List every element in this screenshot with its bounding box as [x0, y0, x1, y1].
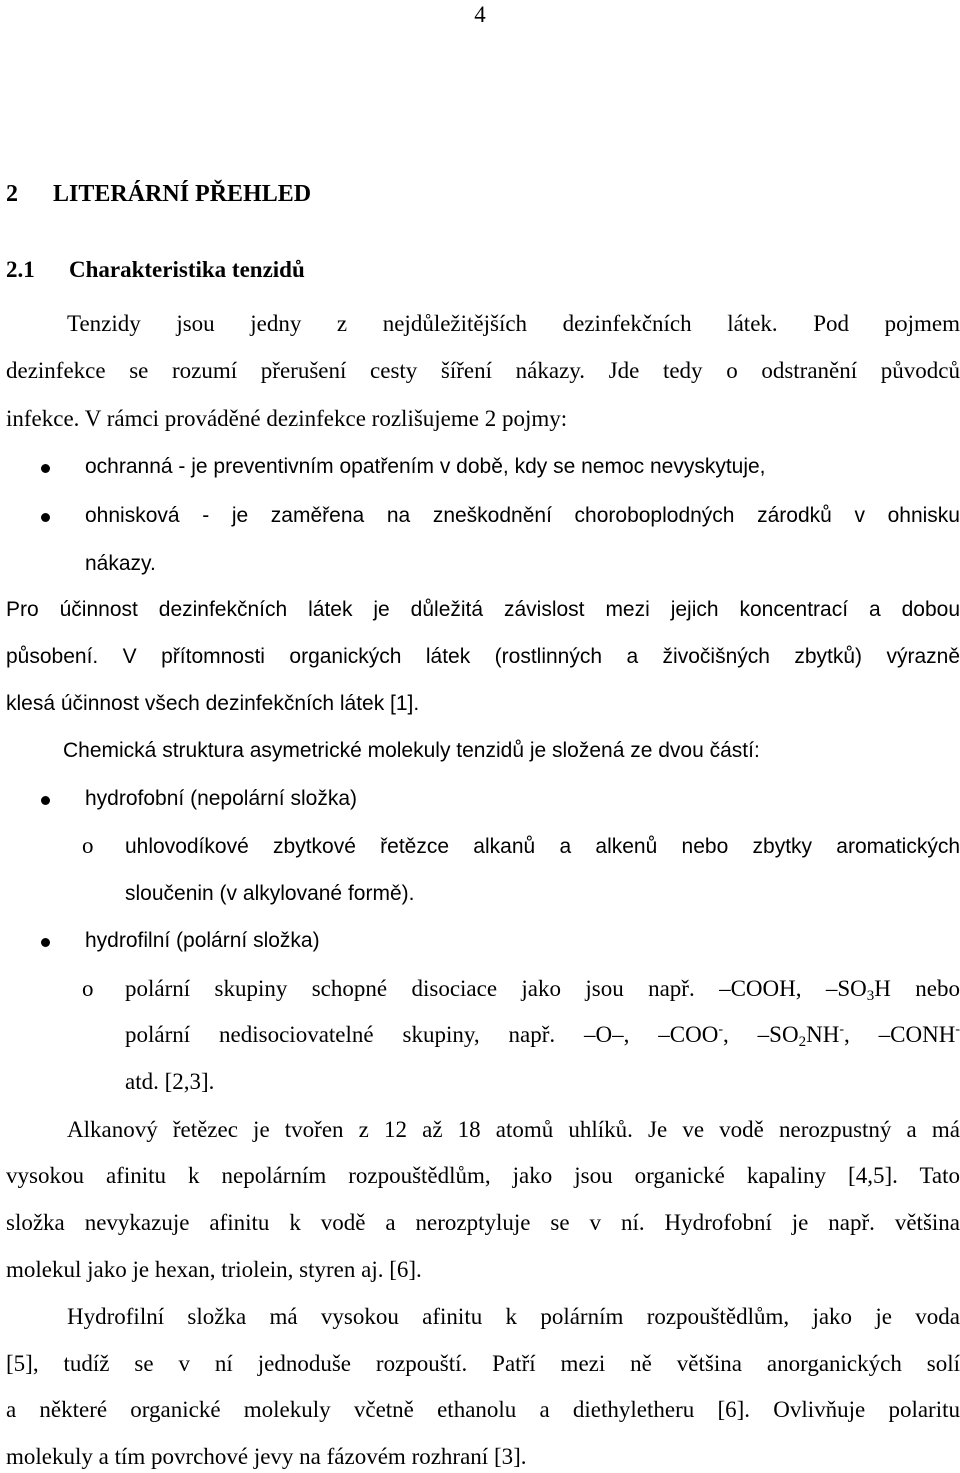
- paragraph-2-line-3: klesá účinnost všech dezinfekčních látek [1].: [6, 692, 420, 715]
- paragraph-2-line-2: působení. V přítomnosti organických látek (rostlinných a živočišných zbytků) výrazně: [6, 645, 960, 668]
- text-run: , –SO: [723, 1022, 799, 1047]
- text-run: polární nedisociovatelné skupiny, např. –O–, –COO: [125, 1022, 719, 1047]
- paragraph-4-line-2: vysokou afinitu k nepolárním rozpouštědlům, jako jsou organické kapaliny [4,5]. Tato: [6, 1163, 960, 1188]
- bullet-icon: [41, 938, 50, 947]
- page-number: 4: [474, 2, 486, 27]
- paragraph-3-line-1: Chemická struktura asymetrické molekuly tenzidů je složená ze dvou částí:: [63, 739, 760, 762]
- paragraph-2-line-1: Pro účinnost dezinfekčních látek je důležitá závislost mezi jejich koncentrací a dobou: [6, 598, 960, 621]
- subsection-heading: [6, 257, 305, 283]
- text-run: H nebo: [874, 976, 960, 1001]
- paragraph-4-line-1: Alkanový řetězec je tvořen z 12 až 18 atomů uhlíků. Je ve vodě nerozpustný a má: [67, 1117, 960, 1142]
- sub-item-polarni-line-1: [125, 976, 960, 1005]
- text-run: , –CONH: [844, 1022, 956, 1047]
- paragraph-4-line-3: složka nevykazuje afinitu k vodě a nerozptyluje se v ní. Hydrofobní je např. většina: [6, 1210, 960, 1235]
- sub-item-polarni-line-3: atd. [2,3].: [125, 1069, 215, 1094]
- text-run: polární skupiny schopné disociace jako jsou např. –COOH, –SO: [125, 976, 867, 1001]
- sub-bullet-marker: o: [82, 833, 94, 858]
- paragraph-5-line-4: molekuly a tím povrchové jevy na fázovém rozhraní [3].: [6, 1444, 527, 1469]
- subscript: 2: [798, 1034, 807, 1050]
- superscript: -: [955, 1022, 960, 1037]
- text-run: NH: [806, 1022, 840, 1047]
- superscript: -: [718, 1022, 724, 1037]
- paragraph-1-line-3: infekce. V rámci prováděné dezinfekce rozlišujeme 2 pojmy:: [6, 406, 568, 431]
- subscript: 3: [866, 988, 875, 1004]
- bullet-icon: [41, 464, 50, 473]
- list-item-ochranna: ochranná - je preventivním opatřením v době, kdy se nemoc nevyskytuje,: [85, 455, 766, 478]
- paragraph-5-line-3: a některé organické molekuly včetně ethanolu a diethyletheru [6]. Ovlivňuje polaritu: [6, 1397, 960, 1422]
- subsection-title: Charakteristika tenzidů: [69, 257, 305, 282]
- section-number: 2: [6, 181, 18, 207]
- sub-item-uhlovodikove-line-1: uhlovodíkové zbytkové řetězce alkanů a alkenů nebo zbytky aromatických: [125, 835, 960, 858]
- bullet-icon: [41, 796, 50, 805]
- paragraph-5-line-2: [5], tudíž se v ní jednoduše rozpouští. Patří mezi ně většina anorganických solí: [6, 1351, 960, 1376]
- sub-bullet-marker: o: [82, 976, 94, 1001]
- bullet-icon: [41, 513, 50, 522]
- sub-item-polarni-line-2: [125, 1022, 960, 1051]
- paragraph-1-line-1: Tenzidy jsou jedny z nejdůležitějších dezinfekčních látek. Pod pojmem: [67, 311, 960, 336]
- section-heading: [6, 181, 311, 208]
- list-item-ohniskova-line-2: nákazy.: [85, 552, 156, 575]
- paragraph-5-line-1: Hydrofilní složka má vysokou afinitu k polárním rozpouštědlům, jako je voda: [67, 1304, 960, 1329]
- subsection-number: 2.1: [6, 257, 35, 282]
- paragraph-1-line-2: dezinfekce se rozumí přerušení cesty šíření nákazy. Jde tedy o odstranění původců: [6, 358, 960, 383]
- list-item-hydrofilni: hydrofilní (polární složka): [85, 929, 320, 952]
- list-item-ohniskova-line-1: ohnisková - je zaměřena na zneškodnění choroboplodných zárodků v ohnisku: [85, 504, 960, 527]
- superscript: -: [839, 1022, 844, 1037]
- sub-item-uhlovodikove-line-2: sloučenin (v alkylované formě).: [125, 882, 415, 905]
- section-title: LITERÁRNÍ PŘEHLED: [53, 181, 312, 207]
- paragraph-4-line-4: molekul jako je hexan, triolein, styren aj. [6].: [6, 1257, 422, 1282]
- list-item-hydrofobni: hydrofobní (nepolární složka): [85, 787, 357, 810]
